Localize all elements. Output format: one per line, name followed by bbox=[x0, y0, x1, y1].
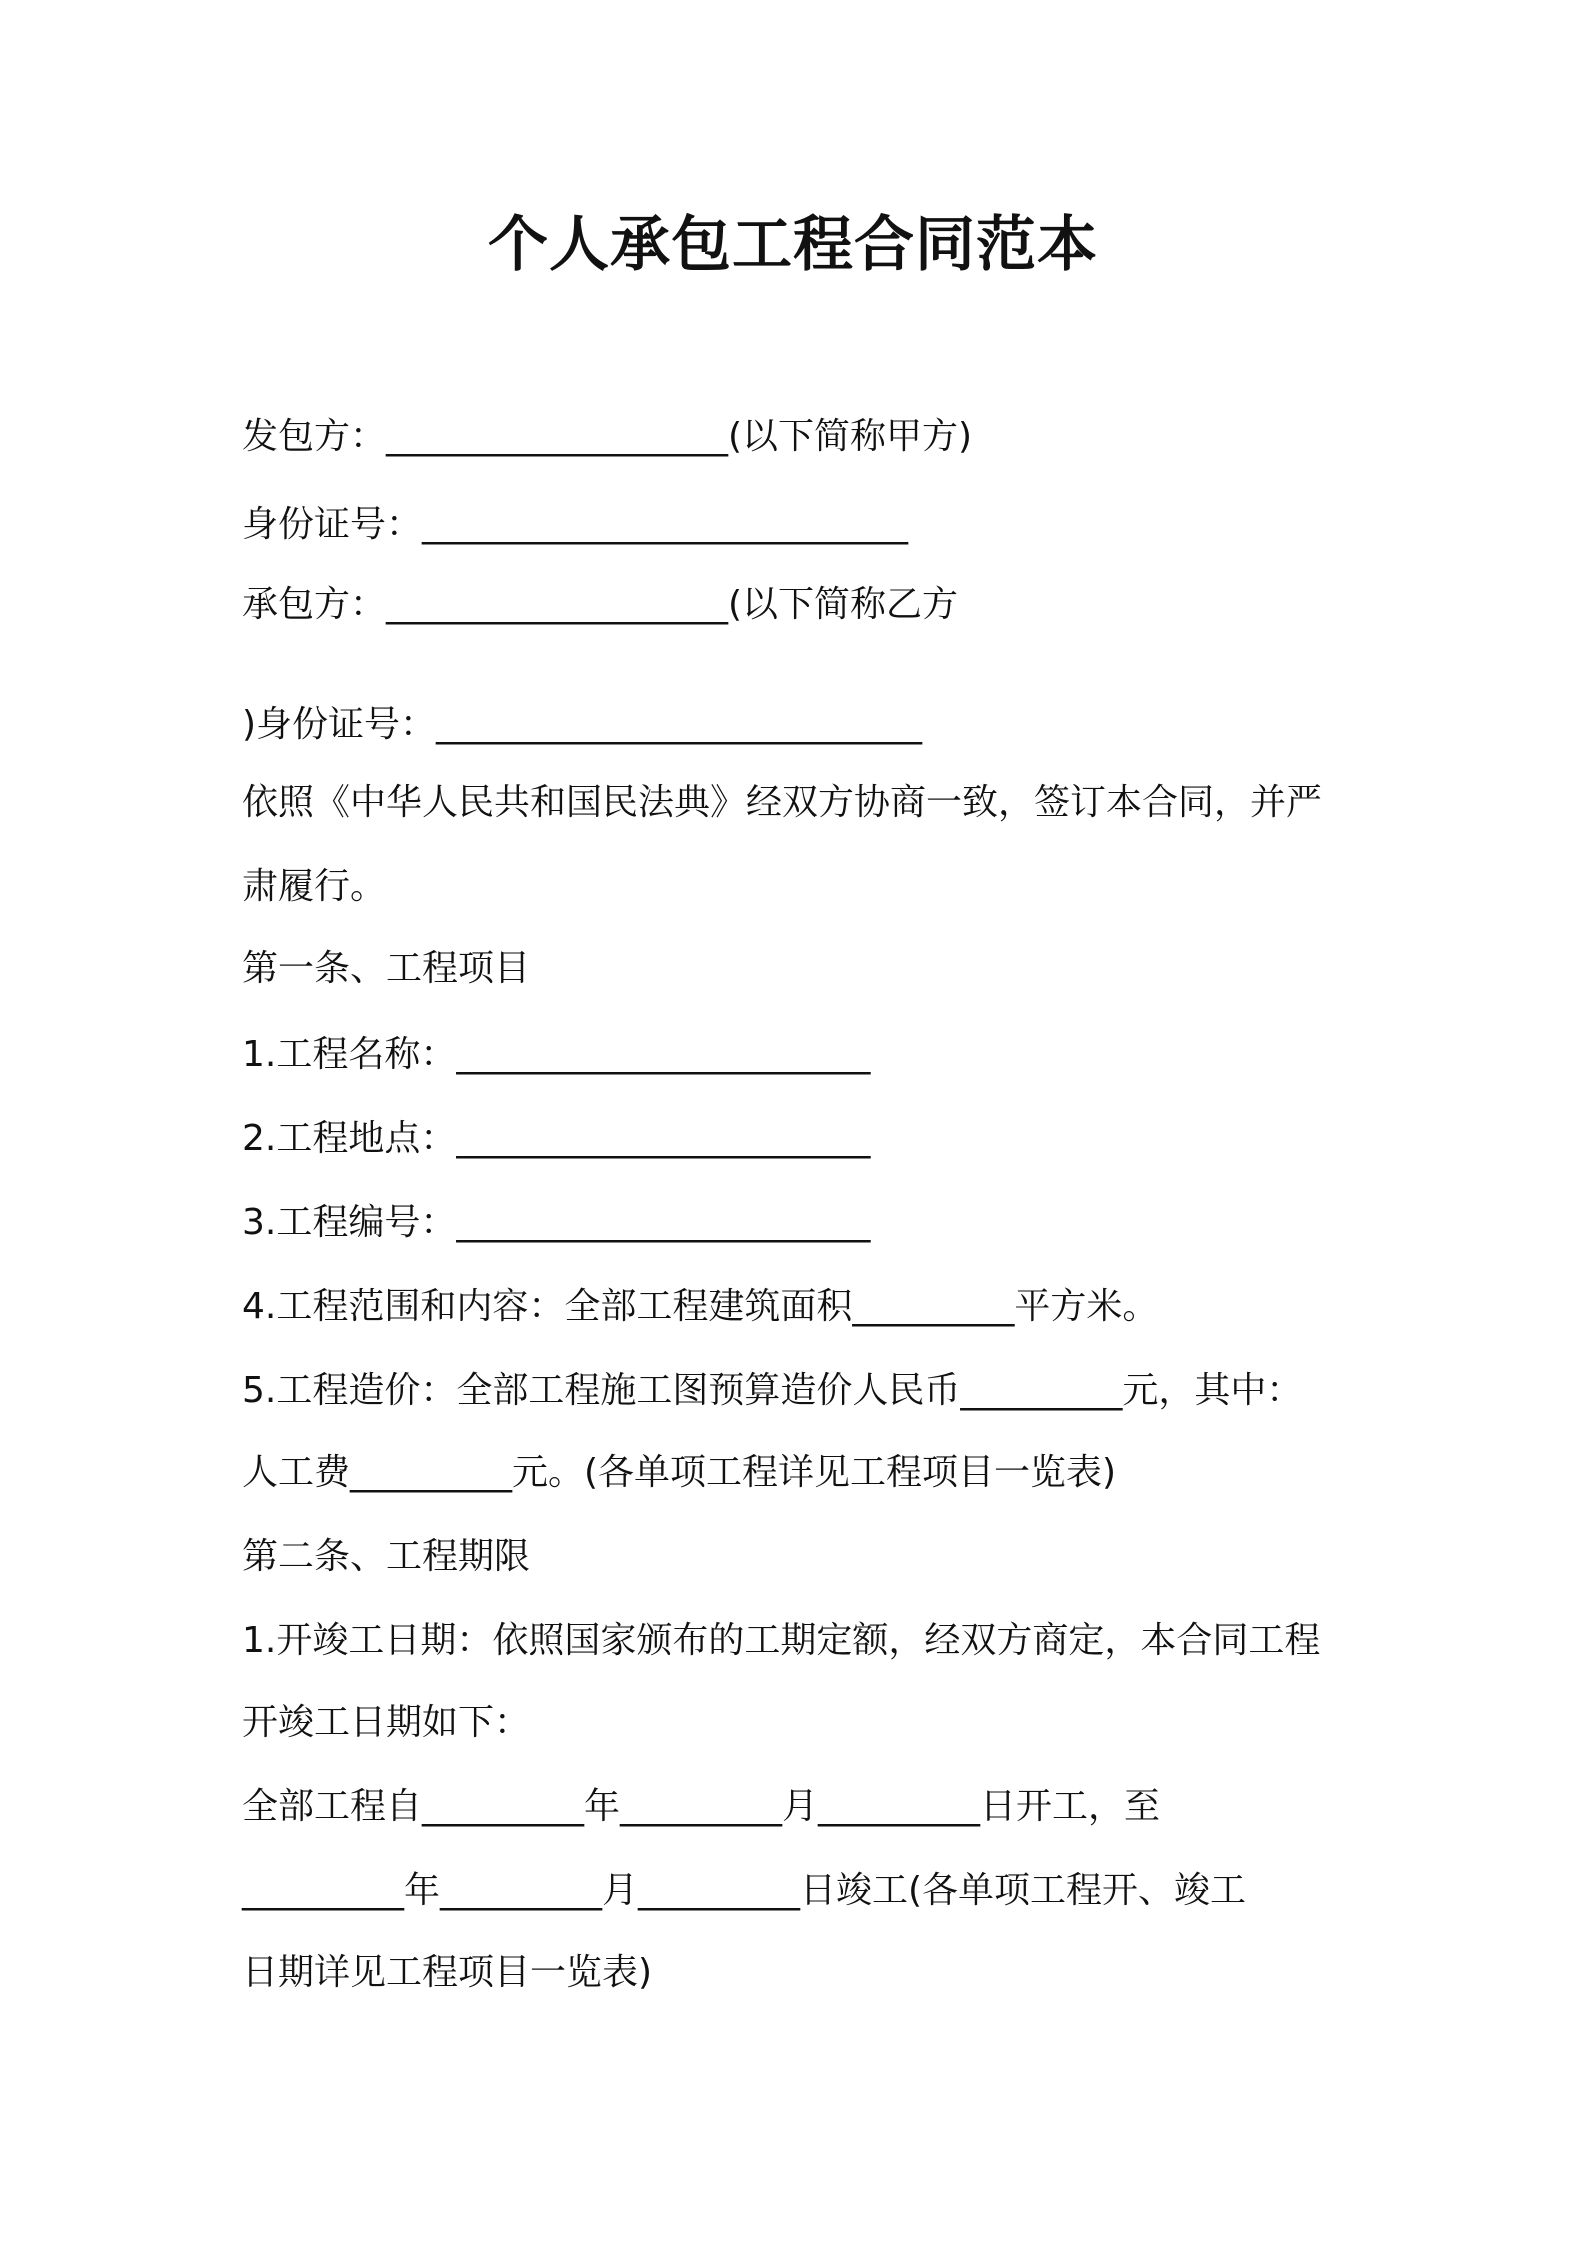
document-title: 个人承包工程合同范本 bbox=[488, 210, 1098, 280]
text-line-project-scope: 4.工程范围和内容：全部工程建筑面积_________平方米。 bbox=[242, 1286, 1159, 1327]
text-line-dates-1: 1.开竣工日期：依照国家颁布的工期定额，经双方商定，本合同工程 bbox=[242, 1620, 1321, 1661]
text-line-preamble-1: 依照《中华人民共和国民法典》经双方协商一致，签订本合同，并严 bbox=[242, 782, 1323, 823]
text-line-dates-2: 开竣工日期如下： bbox=[242, 1702, 531, 1743]
text-line-project-name: 1.工程名称：_______________________ bbox=[242, 1034, 871, 1075]
text-line-preamble-2: 肃履行。 bbox=[242, 866, 387, 907]
text-line-id-a: 身份证号：___________________________ bbox=[242, 504, 909, 545]
text-line-party-a: 发包方：___________________(以下简称甲方) bbox=[242, 416, 973, 457]
section-heading-1: 第一条、工程项目 bbox=[242, 948, 531, 989]
text-line-project-cost-1: 5.工程造价：全部工程施工图预算造价人民币_________元，其中： bbox=[242, 1370, 1303, 1411]
text-line-dates-4: _________年_________月_________日竣工(各单项工程开、竣工 bbox=[242, 1870, 1247, 1911]
text-line-project-number: 3.工程编号：_______________________ bbox=[242, 1202, 871, 1243]
text-line-project-cost-2: 人工费_________元。(各单项工程详见工程项目一览表) bbox=[242, 1452, 1117, 1493]
text-line-dates-5: 日期详见工程项目一览表) bbox=[242, 1952, 653, 1993]
section-heading-2: 第二条、工程期限 bbox=[242, 1536, 531, 1577]
text-line-dates-3: 全部工程自_________年_________月_________日开工，至 bbox=[242, 1786, 1161, 1827]
text-line-id-b: )身份证号：___________________________ bbox=[242, 704, 923, 745]
text-line-party-b: 承包方：___________________(以下简称乙方 bbox=[242, 584, 959, 625]
text-line-project-location: 2.工程地点：_______________________ bbox=[242, 1118, 871, 1159]
